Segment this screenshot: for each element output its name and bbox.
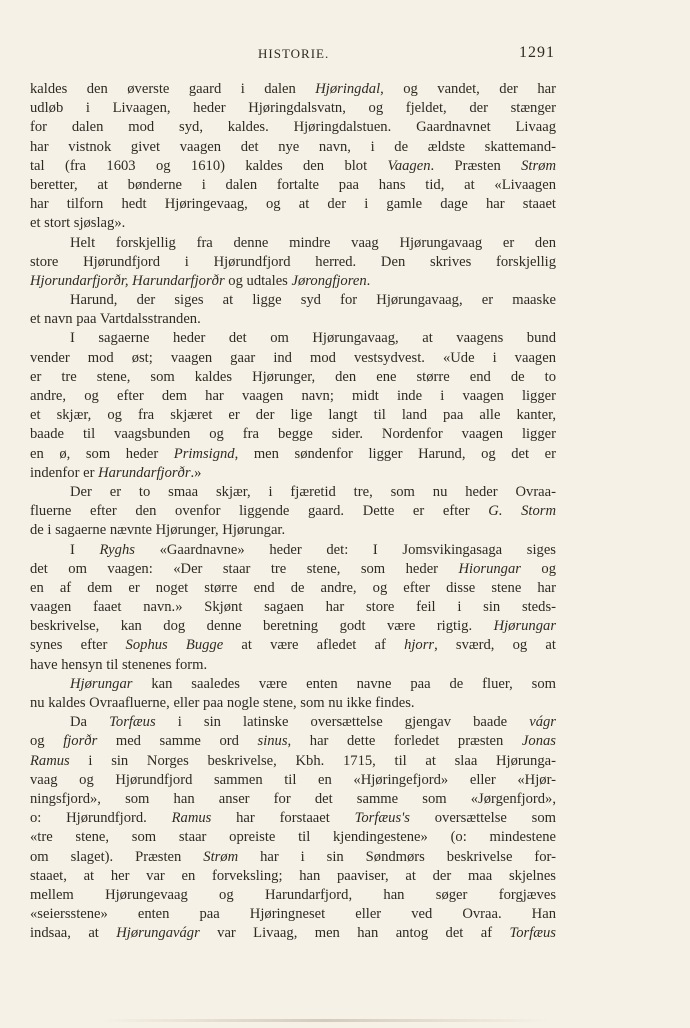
text-run: oversættelse som — [409, 810, 556, 827]
italic-run: Ramus — [171, 810, 212, 827]
text-line — [30, 790, 556, 809]
text-run: , men søndenfor ligger Harund, og det er — [234, 445, 556, 462]
text-run: det om vaagen: «Der staar tre stene, som heder — [30, 560, 459, 577]
text-run: kan saaledes være enten navne paa de fluer, som — [132, 675, 556, 692]
text-run: et stort sjøslag». — [30, 215, 126, 232]
italic-run: vágr — [529, 714, 556, 731]
page-number: 1291 — [519, 44, 555, 61]
text-run: kaldes den øverste gaard i dalen — [30, 81, 316, 97]
italic-run: sinus — [257, 733, 288, 750]
italic-run: Jørongfjoren — [291, 272, 367, 289]
italic-run: Jonas — [521, 733, 556, 750]
italic-run: Sophus Bugge — [125, 637, 224, 654]
text-line — [30, 425, 556, 444]
text-run: Harund, der siges at ligge syd for Hjørungavaag, er maaske — [70, 292, 556, 309]
text-run: «seiersstene» enten paa Hjøringneset eller ved Ovraa. Han — [30, 906, 556, 923]
text-line — [30, 272, 556, 291]
text-run: de i sagaerne nævnte Hjørunger, Hjørungar. — [30, 522, 286, 539]
text-run: vaag og Hjørundfjord sammen til en «Hjøringefjord» eller «Hjør- — [30, 771, 556, 788]
text-line — [30, 464, 556, 483]
text-run: store Hjørundfjord i Hjørundfjord herred. Den skrives forskjellig — [30, 253, 556, 270]
text-run: i sin Norges beskrivelse, Kbh. 1715, til at slaa Hjørunga- — [69, 752, 556, 769]
text-line — [30, 118, 556, 137]
text-line — [30, 195, 556, 214]
running-title: HISTORIE. — [258, 46, 330, 61]
italic-run: Vaagen — [387, 157, 431, 174]
text-line — [30, 502, 556, 521]
italic-run: Hjorundarfjorðr, Harundarfjorðr — [30, 272, 225, 289]
text-run: synes efter — [30, 637, 126, 654]
text-run: beskrivelse, kan dog denne beretning godt være rigtig. — [30, 618, 494, 635]
text-run: nu kaldes Ovraafluerne, eller paa nogle stene, som nu ikke findes. — [30, 695, 415, 711]
text-run: indenfor er — [30, 464, 99, 481]
text-run: . Præsten — [430, 157, 522, 174]
italic-run: Ramus — [30, 752, 70, 769]
text-line — [30, 138, 556, 157]
text-run: er tre stene, som kaldes Hjørunger, den ene større end de to — [30, 368, 556, 385]
text-line — [30, 752, 556, 771]
text-line — [30, 771, 556, 790]
text-run: andre, og efter dem har vaagen navn; midt inde i vaagen ligger — [30, 388, 556, 404]
text-run: i sin latinske oversættelse gjengav baade — [155, 714, 530, 731]
italic-run: Hiorungar — [458, 560, 521, 577]
text-run: I — [70, 541, 100, 558]
text-run: og — [520, 560, 556, 577]
italic-run: Torfæus's — [354, 810, 410, 827]
text-run: en ø, som heder — [30, 445, 174, 462]
text-line — [30, 176, 556, 195]
text-line — [30, 713, 556, 732]
text-run: , har dette forledet præsten — [287, 733, 522, 750]
text-run: «tre stene, som staar opreiste til kjendingestene» (o: mindestene — [30, 829, 556, 846]
italic-run: Hjørungar — [493, 618, 556, 635]
text-run: vender mod øst; vaagen gaar ind mod vestsydvest. «Ude i vaagen — [30, 349, 556, 366]
text-run: o: Hjørundfjord. — [30, 810, 172, 827]
text-line — [30, 656, 556, 675]
text-line — [30, 848, 556, 867]
text-line — [30, 234, 556, 253]
italic-run: Harundarfjorðr — [98, 464, 191, 481]
text-run: at være afledet af — [223, 637, 405, 654]
text-line — [30, 617, 556, 636]
text-line — [30, 329, 556, 348]
text-line — [30, 886, 556, 905]
italic-run: Torfæus — [109, 714, 156, 731]
text-line — [30, 521, 556, 540]
text-run: om slaget). Præsten — [30, 848, 204, 865]
text-run: «Gaardnavne» heder det: I Jomsvikingasaga siges — [134, 541, 556, 558]
italic-run: Hjørungar — [70, 675, 133, 692]
text-line — [30, 675, 556, 694]
italic-run: Hjøringdal — [315, 81, 381, 97]
text-line — [30, 809, 556, 828]
text-line — [30, 80, 556, 99]
page-edge-shadow — [100, 1019, 550, 1022]
text-line — [30, 445, 556, 464]
text-line — [30, 214, 556, 233]
text-run: I sagaerne heder det om Hjørungavaag, at vaagens bund — [70, 330, 556, 347]
text-run: har forstaaet — [211, 810, 355, 827]
text-run: var Livaag, men han antog det af — [199, 925, 510, 942]
text-line — [30, 636, 556, 655]
italic-run: Torfæus — [509, 925, 556, 942]
text-run: indsaa, at — [30, 925, 117, 942]
text-line — [30, 694, 556, 713]
italic-run: Hjørungavágr — [116, 925, 200, 942]
italic-run: Strøm — [203, 848, 239, 865]
text-line — [30, 253, 556, 272]
text-line — [30, 387, 556, 406]
text-run: .» — [190, 464, 202, 481]
text-run: beretter, at bønderne i dalen fortalte paa hans tid, at «Livaagen — [30, 176, 556, 193]
text-run: Da — [70, 714, 110, 731]
text-run: et skjær, og fra skjæret er der lige langt til land paa alle kanter, — [30, 407, 556, 424]
text-line — [30, 598, 556, 617]
text-run: . — [366, 272, 371, 289]
text-line — [30, 867, 556, 886]
text-line — [30, 732, 556, 751]
text-line — [30, 483, 556, 502]
text-line — [30, 905, 556, 924]
text-run: for dalen mod syd, kaldes. Hjøringdalstuen. Gaardnavnet Livaag — [30, 119, 556, 136]
text-run: baade til vaagsbunden og fra begge sider. Nordenfor vaagen ligger — [30, 426, 556, 443]
body-text — [30, 80, 556, 943]
text-run: har vistnok givet vaagen det nye navn, i de ældste skattemand- — [30, 138, 556, 155]
text-line — [30, 924, 556, 943]
text-line — [30, 157, 556, 176]
text-run: en af dem er noget større end de andre, og efter disse stene har — [30, 579, 556, 596]
italic-run: fjorðr — [63, 733, 98, 750]
italic-run: hjorr — [404, 637, 435, 654]
text-run: Helt forskjellig fra denne mindre vaag Hjørungavaag er den — [70, 234, 556, 251]
text-line — [30, 99, 556, 118]
text-run: vaagen faaet navn.» Skjønt sagaen har store feil i sin steds- — [30, 599, 556, 616]
text-line — [30, 349, 556, 368]
text-run: med samme ord — [97, 733, 258, 750]
text-run: staaet, at her var en forveksling; han paaviser, at der maa skjelnes — [30, 867, 556, 884]
text-line — [30, 828, 556, 847]
text-run: mellem Hjørungevaag og Harundarfjord, han søger forgjæves — [30, 886, 556, 903]
italic-run: G. Storm — [488, 503, 556, 520]
text-line — [30, 368, 556, 387]
text-run: har tilforn hedt Hjøringevaag, og at der i gamle dage har staaet — [30, 196, 556, 213]
text-line — [30, 310, 556, 329]
text-run: og udtales — [224, 272, 292, 289]
text-run: et navn paa Vartdalsstranden. — [30, 311, 201, 328]
text-run: fluerne efter den ovenfor liggende gaard. Dette er efter — [30, 503, 489, 520]
text-run: have hensyn til stenenes form. — [30, 656, 208, 673]
italic-run: Strøm — [521, 157, 556, 174]
text-run: og — [30, 733, 64, 750]
text-run: , og vandet, der har — [380, 81, 556, 97]
text-line — [30, 560, 556, 579]
text-run: udløb i Livaagen, heder Hjøringdalsvatn, og fjeldet, der stænger — [30, 100, 556, 117]
text-run: , sværd, og at — [434, 637, 556, 654]
italic-run: Ryghs — [99, 541, 135, 558]
text-line — [30, 406, 556, 425]
text-line — [30, 541, 556, 560]
text-run: har i sin Søndmørs beskrivelse for- — [238, 848, 556, 865]
text-line — [30, 291, 556, 310]
text-run: ningsfjord», som han anser for det samme som «Jørgenfjord», — [30, 790, 556, 807]
italic-run: Primsignd — [173, 445, 235, 462]
text-run: Der er to smaa skjær, i fjæretid tre, som nu heder Ovraa- — [70, 483, 556, 500]
text-run: tal (fra 1603 og 1610) kaldes den blot — [30, 157, 388, 174]
text-line — [30, 579, 556, 598]
